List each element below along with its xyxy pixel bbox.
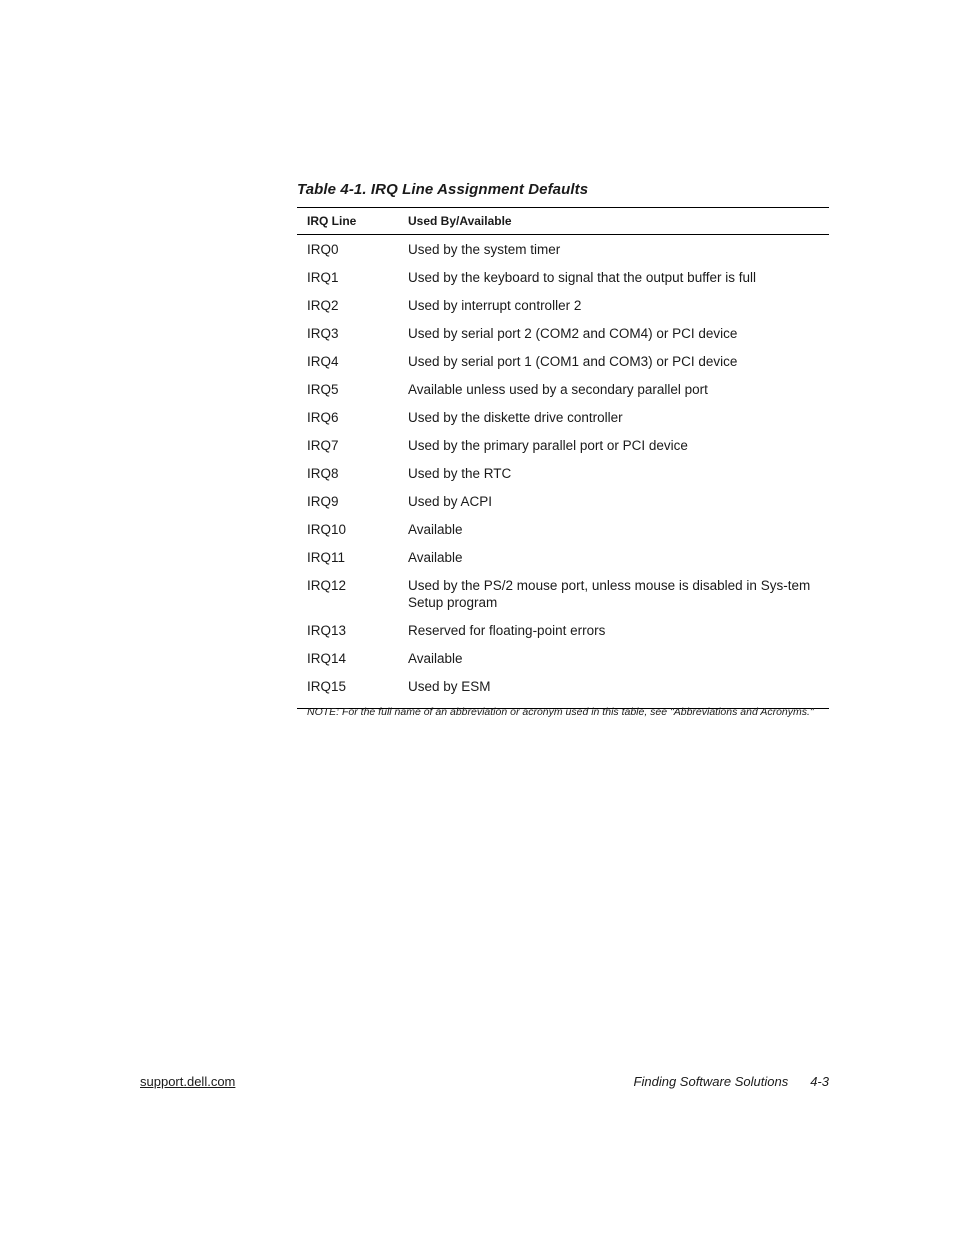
table-row (297, 379, 829, 407)
table-body (297, 235, 829, 709)
table-row (297, 239, 829, 267)
usage-cell: Available (408, 522, 463, 537)
table-row (297, 491, 829, 519)
usage-cell: Used by the diskette drive controller (408, 410, 623, 425)
irq-line-cell: IRQ12 (307, 578, 347, 593)
irq-line-cell: IRQ10 (307, 522, 347, 537)
table-row (297, 676, 829, 704)
irq-line-cell: IRQ3 (307, 326, 339, 341)
usage-cell: Used by the RTC (408, 466, 512, 481)
irq-line-cell: IRQ7 (307, 438, 339, 453)
table-row (297, 620, 829, 648)
usage-cell: Used by interrupt controller 2 (408, 298, 582, 313)
usage-cell: Reserved for floating-point errors (408, 623, 606, 638)
usage-cell: Used by ESM (408, 679, 491, 694)
irq-line-cell: IRQ4 (307, 354, 339, 369)
usage-cell: Available (408, 550, 463, 565)
usage-cell: Used by the system timer (408, 242, 561, 257)
usage-cell: Used by the keyboard to signal that the output buffer is full (408, 270, 756, 285)
irq-line-cell: IRQ8 (307, 466, 339, 481)
irq-line-cell: IRQ15 (307, 679, 347, 694)
usage-cell: Used by serial port 1 (COM1 and COM3) or PCI device (408, 354, 738, 369)
table-caption: Table 4-1. IRQ Line Assignment Defaults (297, 181, 589, 198)
irq-line-cell: IRQ11 (307, 550, 346, 565)
table-row (297, 351, 829, 379)
irq-line-cell: IRQ13 (307, 623, 347, 638)
usage-cell: Used by ACPI (408, 494, 493, 509)
table-row (297, 648, 829, 676)
irq-line-cell: IRQ5 (307, 382, 339, 397)
table-row (297, 323, 829, 351)
usage-cell: Available (408, 651, 463, 666)
footer-page-number: 4-3 (810, 1074, 829, 1089)
table-row (297, 519, 829, 547)
table-row (297, 407, 829, 435)
irq-line-cell: IRQ0 (307, 242, 339, 257)
irq-line-cell: IRQ2 (307, 298, 339, 313)
usage-cell: Available unless used by a secondary parallel port (408, 382, 708, 397)
table-note: NOTE: For the full name of an abbreviation or acronym used in this table, see "Abbreviations and Acronyms." (307, 706, 814, 718)
table-row (297, 463, 829, 491)
irq-line-cell: IRQ1 (307, 270, 339, 285)
table-header-row (297, 208, 829, 235)
table-row (297, 435, 829, 463)
irq-table (297, 207, 829, 709)
table-row (297, 267, 829, 295)
footer-section-title: Finding Software Solutions (633, 1074, 789, 1089)
header-used-by: Used By/Available (408, 214, 512, 228)
irq-line-cell: IRQ6 (307, 410, 339, 425)
table-row (297, 547, 829, 575)
footer-page-info (634, 1074, 829, 1089)
irq-line-cell: IRQ14 (307, 651, 347, 666)
irq-line-cell: IRQ9 (307, 494, 339, 509)
usage-cell: Used by the primary parallel port or PCI device (408, 438, 688, 453)
header-irq-line: IRQ Line (307, 214, 357, 228)
usage-cell: Used by the PS/2 mouse port, unless mouse is disabled in Sys-tem Setup program (408, 578, 811, 610)
footer-site-link[interactable]: support.dell.com (140, 1074, 236, 1089)
table-row (297, 295, 829, 323)
table-row (297, 575, 829, 620)
usage-cell: Used by serial port 2 (COM2 and COM4) or PCI device (408, 326, 738, 341)
